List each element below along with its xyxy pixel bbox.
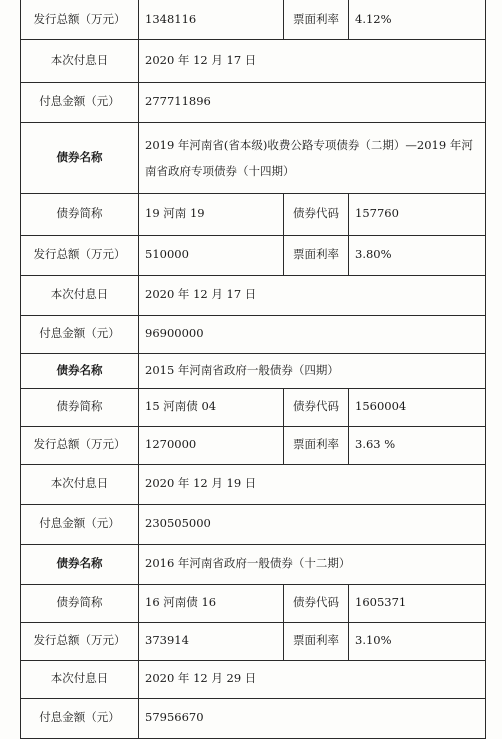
coupon-rate-value: 3.63 % xyxy=(349,426,486,464)
table-row xyxy=(21,235,486,275)
coupon-rate-label: 票面利率 xyxy=(284,235,349,275)
table-row xyxy=(21,464,486,504)
table-row xyxy=(21,0,486,39)
interest-amount-label: 付息金额（元） xyxy=(21,82,139,122)
table-row xyxy=(21,39,486,82)
bond-name-label: 债券名称 xyxy=(21,544,139,584)
table-row xyxy=(21,544,486,584)
issue-amount-label: 发行总额（万元） xyxy=(21,426,139,464)
payment-date-value: 2020 年 12 月 17 日 xyxy=(139,275,486,315)
bond-short-name-value: 15 河南债 04 xyxy=(139,388,284,426)
bond-short-name-label: 债券简称 xyxy=(21,388,139,426)
coupon-rate-value: 4.12% xyxy=(349,0,486,39)
bond-name-label: 债券名称 xyxy=(21,122,139,193)
bond-name-value: 2016 年河南省政府一般债券（十二期） xyxy=(139,544,486,584)
issue-amount-label: 发行总额（万元） xyxy=(21,235,139,275)
table-row xyxy=(21,660,486,698)
interest-amount-value: 57956670 xyxy=(139,698,486,738)
bond-short-name-label: 债券简称 xyxy=(21,584,139,622)
payment-date-label: 本次付息日 xyxy=(21,39,139,82)
bond-code-label: 债券代码 xyxy=(284,388,349,426)
table-row xyxy=(21,388,486,426)
interest-amount-label: 付息金额（元） xyxy=(21,504,139,544)
bond-code-value: 1605371 xyxy=(349,584,486,622)
table-row xyxy=(21,622,486,660)
issue-amount-label: 发行总额（万元） xyxy=(21,0,139,39)
interest-amount-value: 96900000 xyxy=(139,315,486,353)
payment-date-label: 本次付息日 xyxy=(21,660,139,698)
coupon-rate-value: 3.80% xyxy=(349,235,486,275)
bond-short-name-value: 16 河南债 16 xyxy=(139,584,284,622)
table-row xyxy=(21,82,486,122)
table-row xyxy=(21,504,486,544)
table-row xyxy=(21,426,486,464)
bond-name-value: 2019 年河南省(省本级)收费公路专项债券（二期）—2019 年河南省政府专项债券（十四期） xyxy=(139,122,486,193)
payment-date-value: 2020 年 12 月 19 日 xyxy=(139,464,486,504)
issue-amount-value: 1270000 xyxy=(139,426,284,464)
coupon-rate-value: 3.10% xyxy=(349,622,486,660)
bond-code-label: 债券代码 xyxy=(284,584,349,622)
coupon-rate-label: 票面利率 xyxy=(284,426,349,464)
payment-date-value: 2020 年 12 月 17 日 xyxy=(139,39,486,82)
table-row xyxy=(21,122,486,193)
coupon-rate-label: 票面利率 xyxy=(284,0,349,39)
bond-code-value: 157760 xyxy=(349,193,486,235)
interest-amount-label: 付息金额（元） xyxy=(21,698,139,738)
issue-amount-value: 510000 xyxy=(139,235,284,275)
interest-amount-label: 付息金额（元） xyxy=(21,315,139,353)
payment-date-value: 2020 年 12 月 29 日 xyxy=(139,660,486,698)
coupon-rate-label: 票面利率 xyxy=(284,622,349,660)
bond-short-name-label: 债券简称 xyxy=(21,193,139,235)
bond-name-value: 2015 年河南省政府一般债券（四期） xyxy=(139,353,486,388)
issue-amount-value: 1348116 xyxy=(139,0,284,39)
bond-interest-table xyxy=(20,0,486,739)
interest-amount-value: 277711896 xyxy=(139,82,486,122)
table-row xyxy=(21,584,486,622)
table-row xyxy=(21,275,486,315)
table-row xyxy=(21,193,486,235)
table-row xyxy=(21,698,486,738)
payment-date-label: 本次付息日 xyxy=(21,464,139,504)
issue-amount-label: 发行总额（万元） xyxy=(21,622,139,660)
bond-short-name-value: 19 河南 19 xyxy=(139,193,284,235)
bond-code-value: 1560004 xyxy=(349,388,486,426)
issue-amount-value: 373914 xyxy=(139,622,284,660)
bond-code-label: 债券代码 xyxy=(284,193,349,235)
table-row xyxy=(21,315,486,353)
payment-date-label: 本次付息日 xyxy=(21,275,139,315)
table-row xyxy=(21,353,486,388)
bond-name-label: 债券名称 xyxy=(21,353,139,388)
interest-amount-value: 230505000 xyxy=(139,504,486,544)
